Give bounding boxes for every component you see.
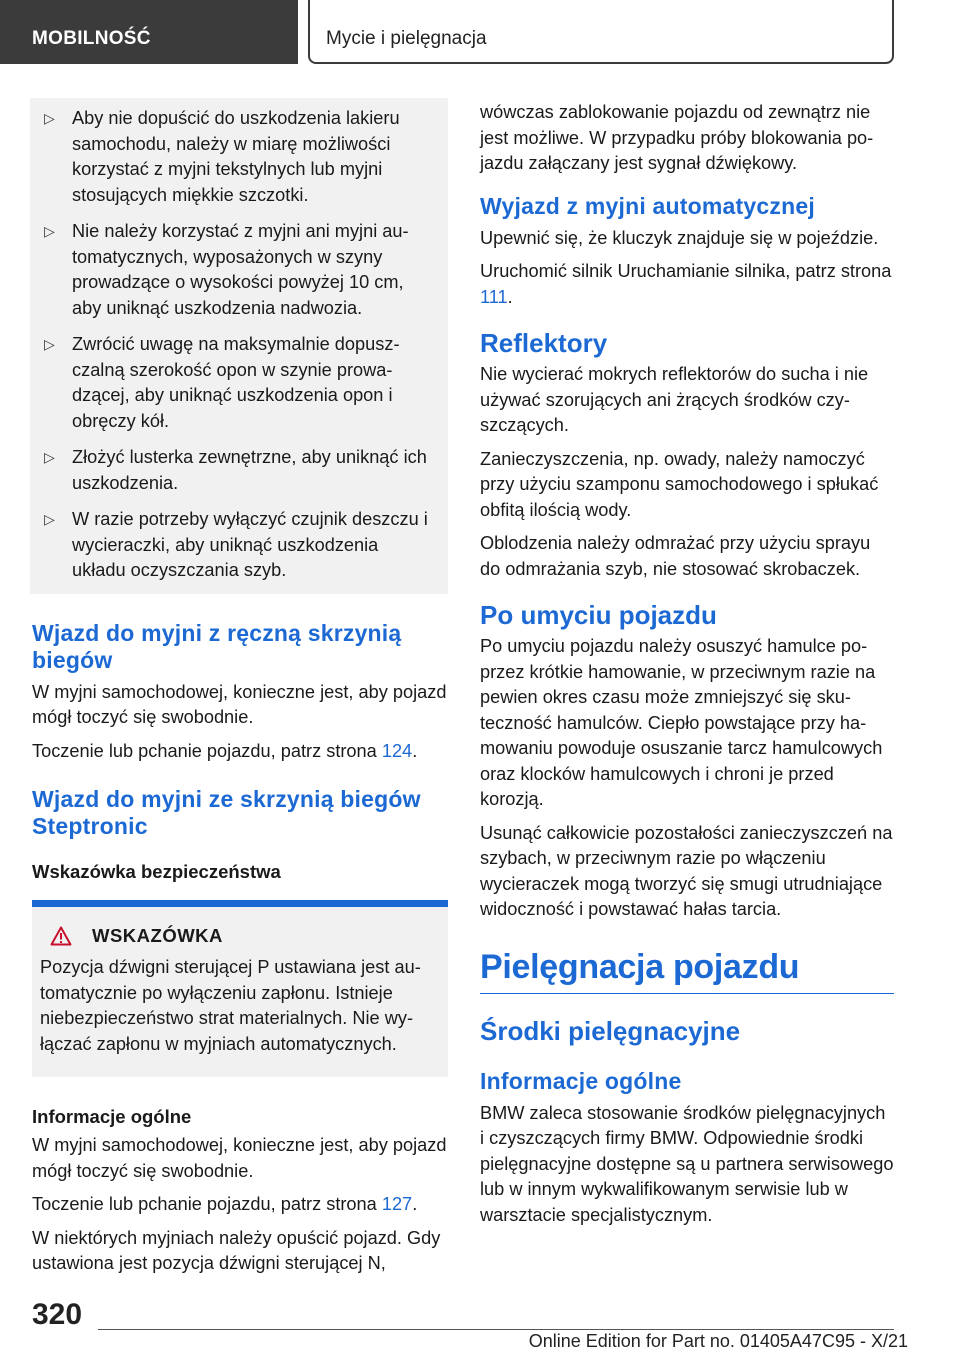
list-item-text: Aby nie dopuścić do uszkodzenia lakieru samochodu, należy w miarę możliwości korzystać z myjni tekstylnych lub myjni stosujących miękkie szczotki. bbox=[72, 108, 400, 205]
exit-paragraph-2-end: . bbox=[507, 286, 513, 307]
general-paragraph-2-end: . bbox=[412, 1194, 418, 1214]
exit-paragraph-2 bbox=[480, 259, 894, 310]
list-item bbox=[40, 219, 436, 321]
general-paragraph-2-text: Toczenie lub pchanie pojazdu, patrz strona bbox=[32, 1194, 382, 1214]
warning-rule bbox=[32, 900, 448, 907]
list-item-text: Nie należy korzystać z myjni ani myjni automatycznych, wyposażonych w szyny prowadzące o wysokości powyżej 10 cm, aby uniknąć uszkodzenia nadwozia. bbox=[72, 221, 409, 318]
manual-paragraph-1: W myjni samochodowej, konieczne jest, aby pojazd mógł toczyć się swobodnie. bbox=[32, 681, 447, 727]
page-link-111[interactable]: 111 bbox=[480, 286, 508, 307]
chapter-title: MOBILNOŚĆ bbox=[32, 28, 151, 49]
section-title: Mycie i pielęgnacja bbox=[326, 28, 487, 49]
vehicle-care-heading: Pielęgnacja pojazdu bbox=[480, 947, 894, 994]
general-info-heading: Informacje ogólne bbox=[32, 1106, 192, 1127]
manual-paragraph-2-text: Toczenie lub pchanie pojazdu, patrz strona bbox=[32, 740, 382, 761]
manual-gearbox-heading: Wjazd do myjni z ręczną skrzynią biegów bbox=[32, 619, 402, 673]
headlights-paragraph-3: Oblodzenia należy odmrażać przy użyciu sprayu do odmrażania szyb, nie stosować skrobaczek. bbox=[480, 533, 871, 579]
exit-carwash-heading: Wyjazd z myjni automatycznej bbox=[480, 192, 815, 219]
exit-paragraph-1: Upewnić się, że kluczyk znajduje się w pojeździe. bbox=[480, 227, 879, 248]
manual-paragraph-2-end: . bbox=[412, 740, 418, 761]
right-column bbox=[480, 100, 894, 1236]
triangle-right-outline-icon: ▷ bbox=[44, 449, 55, 465]
general-paragraph-1: W myjni samochodowej, konieczne jest, aby pojazd mógł toczyć się swobodnie. bbox=[32, 1135, 447, 1181]
triangle-right-outline-icon: ▷ bbox=[44, 336, 55, 352]
footer-rule bbox=[98, 1329, 894, 1330]
left-column bbox=[32, 98, 448, 1285]
list-item-text: W razie potrzeby wyłączyć czujnik deszczu i wycieraczki, aby uniknąć uszkodzenia układu oczyszczania szyb. bbox=[72, 509, 428, 580]
warning-triangle-icon bbox=[50, 926, 72, 946]
triangle-right-outline-icon: ▷ bbox=[44, 110, 55, 126]
exit-paragraph-2-text: Uruchomić silnik Uruchamianie silnika, patrz strona bbox=[480, 261, 892, 281]
list-item-text: Złożyć lusterka zewnętrzne, aby uniknąć ich uszkodzenia. bbox=[72, 447, 427, 493]
care-info-paragraph: BMW zaleca stosowanie środków pielęgnacyjnych i czyszczących firmy BMW. Odpowiednie środki pielęgnacyjne dostępne są u partnera serwisowego lub w innym wykwalifikowanym serwisie lub w warsztacie specjalistycznym. bbox=[480, 1102, 894, 1225]
list-item bbox=[40, 332, 436, 434]
after-paragraph-2: Usunąć całkowicie pozostałości zanieczyszczeń na szybach, w przeciwnym razie po włączeniu wycieraczek mogą tworzyć się smugi utrudniające widoczność i powstawać hałas tarcia. bbox=[480, 822, 893, 919]
care-products-heading: Środki pielęgnacyjne bbox=[480, 1015, 741, 1046]
steptronic-heading: Wjazd do myjni ze skrzynią biegów Steptronic bbox=[32, 786, 421, 839]
safety-heading: Wskazówka bezpieczeństwa bbox=[32, 861, 281, 882]
edition-footer: Online Edition for Part no. 01405A47C95 - X/21 bbox=[528, 1331, 908, 1351]
list-item bbox=[40, 106, 436, 208]
headlights-heading: Reflektory bbox=[480, 328, 608, 358]
list-item-text: Zwrócić uwagę na maksymalnie dopuszczalną szerokość opon w szynie prowadzącej, aby uniknąć uszkodzenia opon i obręczy kół. bbox=[72, 334, 400, 431]
bullet-list-box bbox=[30, 98, 448, 594]
triangle-right-outline-icon: ▷ bbox=[44, 223, 55, 239]
headlights-paragraph-2: Zanieczyszczenia, np. owady, należy namoczyć przy użyciu szamponu samochodowego i spłukać obfitą ilością wody. bbox=[480, 448, 879, 520]
general-paragraph-2 bbox=[32, 1192, 448, 1218]
page-number: 320 bbox=[32, 1298, 83, 1331]
after-washing-heading: Po umyciu pojazdu bbox=[480, 600, 717, 630]
list-item bbox=[40, 445, 436, 496]
warning-title: WSKAZÓWKA bbox=[92, 925, 223, 946]
warning-title-row bbox=[50, 925, 434, 947]
page-link-124[interactable]: 124 bbox=[381, 740, 413, 761]
continued-paragraph: wówczas zablokowanie pojazdu od zewnątrz nie jest możliwe. W przypadku próby blokowania pojazdu załączany jest sygnał dźwiękowy. bbox=[480, 102, 874, 173]
warning-text: Pozycja dźwigni sterującej P ustawiana jest automatycznie po wyłączeniu zapłonu. Istnieje niebezpieczeństwo strat materialnych. Nie wyłączać zapłonu w myjniach automatycznych. bbox=[40, 957, 421, 1054]
page-link-127[interactable]: 127 bbox=[381, 1194, 413, 1214]
triangle-right-outline-icon: ▷ bbox=[44, 511, 55, 527]
general-paragraph-3: W niektórych myjniach należy opuścić pojazd. Gdy ustawiona jest pozycja dźwigni sterującej N, bbox=[32, 1227, 441, 1273]
section-tab bbox=[308, 0, 894, 64]
manual-paragraph-2 bbox=[32, 739, 448, 765]
after-paragraph-1: Po umyciu pojazdu należy osuszyć hamulce poprzez krótkie hamowanie, w przeciwnym razie na pewien okres czasu może zmniejszyć się skuteczność hamulców. Ciepło powstające przy hamowaniu powoduje osuszanie tarcz hamulcowych oraz klocków hamulcowych i chroni je przed korozją. bbox=[480, 636, 883, 809]
general-info-heading-right: Informacje ogólne bbox=[480, 1067, 682, 1094]
list-item bbox=[40, 507, 436, 584]
headlights-paragraph-1: Nie wycierać mokrych reflektorów do sucha i nie używać szorujących ani żrących środków czyszczących. bbox=[480, 364, 869, 435]
warning-box bbox=[32, 907, 448, 1077]
chapter-tab bbox=[0, 0, 298, 64]
